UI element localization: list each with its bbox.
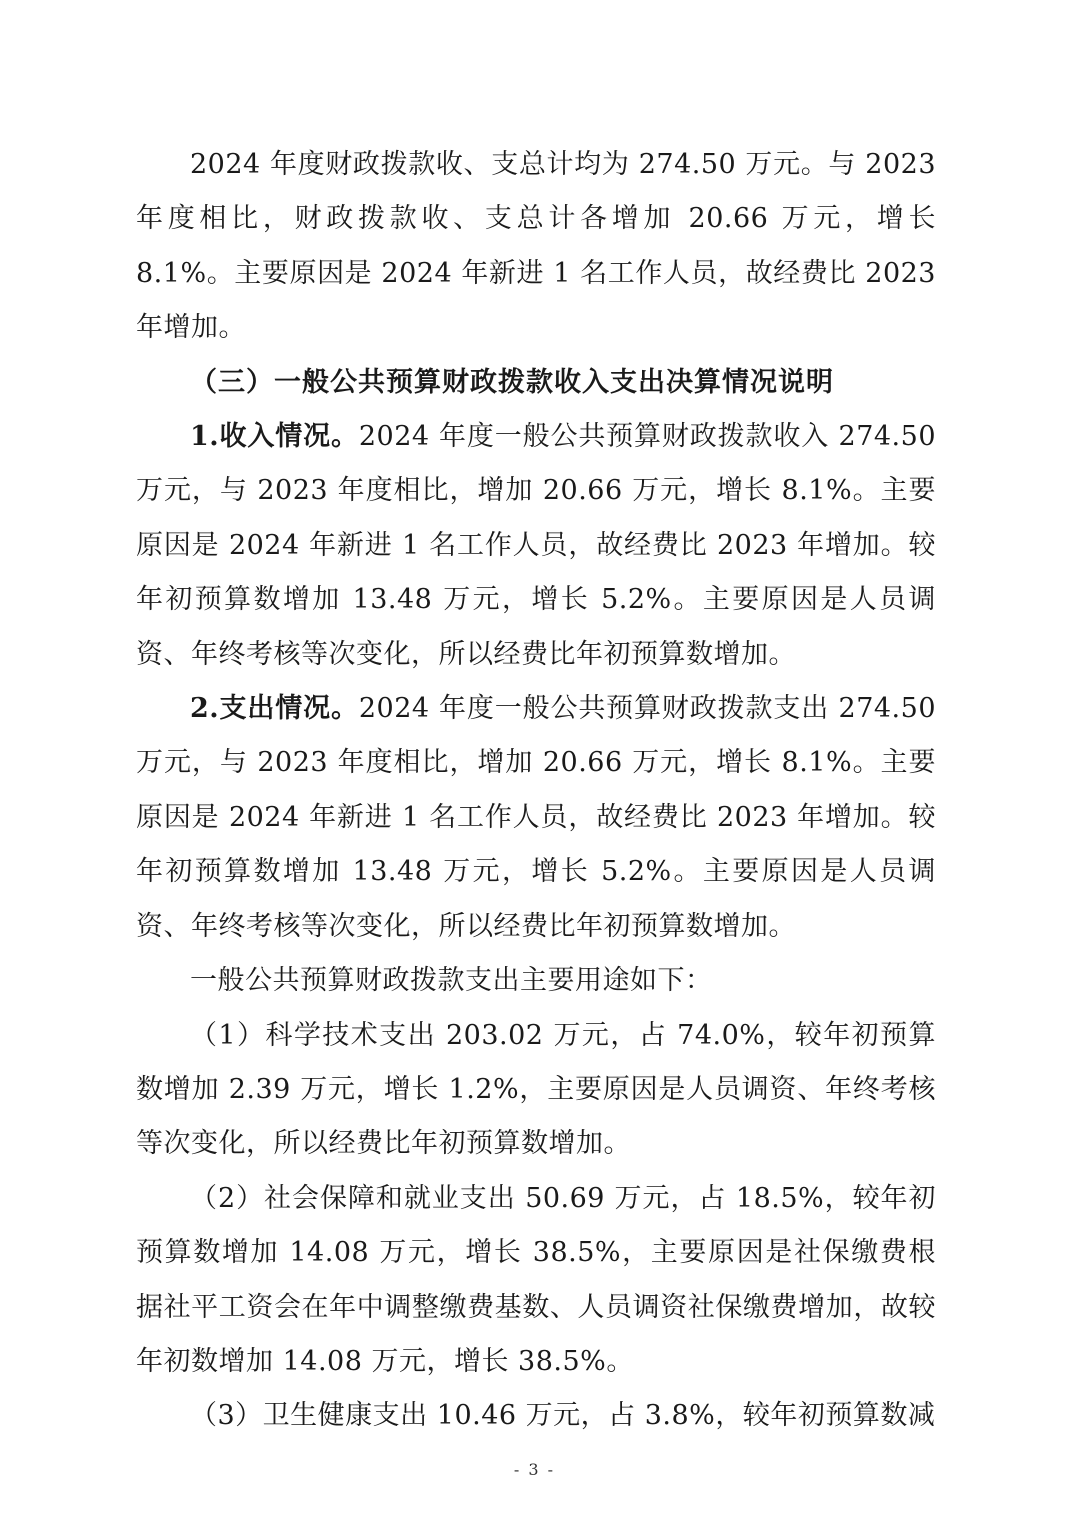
paragraph-item-health: （3）卫生健康支出 10.46 万元，占 3.8%，较年初预算数减 [190, 1400, 936, 1432]
paragraph-income [136, 410, 936, 682]
expense-lead: 2.支出情况。 [190, 693, 359, 725]
section-heading-general-budget: （三）一般公共预算财政拨款收入支出决算情况说明 [190, 366, 834, 398]
expense-body: 2024 年度一般公共预算财政拨款支出 274.50 万元，与 2023 年度相比，增加 20.66 万元，增长 8.1%。主要原因是 2024 年新进 1 名工作人员，故经费比 2023 年增加。较年初预算数增加 13.48 万元，增长 5.2%。主要原因是人员调资、年终考核等次变化，所以经费比年初预算数增加。 [136, 693, 936, 942]
paragraph-expense [136, 682, 936, 954]
paragraph-item-social-security: （2）社会保障和就业支出 50.69 万元，占 18.5%，较年初预算数增加 14.08 万元，增长 38.5%，主要原因是社保缴费根据社平工资会在年中调整缴费基数、人员调资社保缴费增加，故较年初数增加 14.08 万元，增长 38.5%。 [136, 1182, 936, 1377]
paragraph-usage-intro: 一般公共预算财政拨款支出主要用途如下： [190, 965, 713, 997]
paragraph-total-summary: 2024 年度财政拨款收、支总计均为 274.50 万元。与 2023 年度相比，财政拨款收、支总计各增加 20.66 万元，增长 8.1%。主要原因是 2024 年新进 1 名工作人员，故经费比 2023 年增加。 [136, 149, 936, 344]
paragraph-item-science: （1）科学技术支出 203.02 万元，占 74.0%，较年初预算数增加 2.39 万元，增长 1.2%，主要原因是人员调资、年终考核等次变化，所以经费比年初预算数增加。 [136, 1019, 936, 1160]
page-number: - 3 - [513, 1460, 556, 1479]
document-body [136, 138, 936, 1444]
income-lead: 1.收入情况。 [190, 421, 359, 453]
income-body: 2024 年度一般公共预算财政拨款收入 274.50 万元，与 2023 年度相比，增加 20.66 万元，增长 8.1%。主要原因是 2024 年新进 1 名工作人员，故经费比 2023 年增加。较年初预算数增加 13.48 万元，增长 5.2%。主要原因是人员调资、年终考核等次变化，所以经费比年初预算数增加。 [136, 421, 936, 670]
